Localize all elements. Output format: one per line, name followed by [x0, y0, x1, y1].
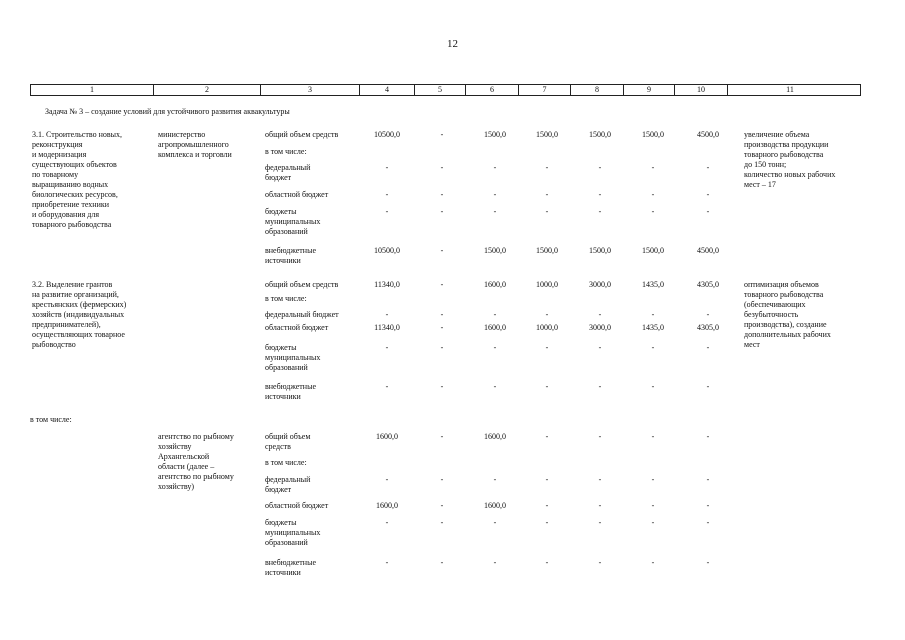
funding-source: общий объем средств	[265, 130, 339, 139]
amount-cell: -	[545, 501, 549, 510]
amount-cell: -	[545, 558, 549, 567]
amount-cell: -	[493, 475, 497, 484]
amount-cell: -	[598, 163, 602, 172]
column-header-1: 1	[31, 85, 154, 95]
amount-cell: -	[598, 432, 602, 441]
amount-cell: 11340,0	[374, 323, 400, 332]
column-header-4: 4	[360, 85, 415, 95]
amount-cell: -	[493, 558, 497, 567]
amount-cell: 3000,0	[589, 280, 611, 289]
amount-cell: -	[598, 310, 602, 319]
funding-source: внебюджетные источники	[265, 558, 316, 577]
amount-cell: 1600,0	[484, 501, 506, 510]
amount-cell: -	[545, 518, 549, 527]
amount-cell: -	[385, 190, 389, 199]
amount-cell: -	[651, 343, 655, 352]
amount-cell: 4305,0	[697, 280, 719, 289]
column-header-3: 3	[261, 85, 360, 95]
amount-cell: -	[440, 323, 444, 332]
amount-cell: -	[440, 310, 444, 319]
column-header-9: 9	[624, 85, 675, 95]
page-number: 12	[447, 38, 458, 50]
funding-source: бюджеты муниципальных образований	[265, 518, 321, 547]
amount-cell: -	[440, 501, 444, 510]
amount-cell: -	[440, 207, 444, 216]
amount-cell: -	[598, 190, 602, 199]
amount-cell: 4305,0	[697, 323, 719, 332]
amount-cell: -	[651, 190, 655, 199]
amount-cell: -	[598, 501, 602, 510]
amount-cell: 1500,0	[484, 246, 506, 255]
amount-cell: 1500,0	[589, 246, 611, 255]
amount-cell: 1600,0	[484, 323, 506, 332]
amount-cell: -	[651, 310, 655, 319]
amount-cell: -	[493, 207, 497, 216]
amount-cell: -	[598, 343, 602, 352]
column-header-6: 6	[466, 85, 519, 95]
amount-cell: -	[545, 382, 549, 391]
amount-cell: -	[385, 558, 389, 567]
amount-cell: -	[493, 382, 497, 391]
amount-cell: 1000,0	[536, 323, 558, 332]
amount-cell: 1500,0	[484, 130, 506, 139]
activity-name: 3.1. Строительство новых, реконструкция и модернизация существующих объектов по товарному выращиванию водных биологических ресурсов, приобретение техники и оборудования для товарного рыбоводства	[32, 130, 122, 229]
funding-source: в том числе:	[265, 147, 307, 156]
amount-cell: -	[545, 163, 549, 172]
amount-cell: 1600,0	[376, 432, 398, 441]
amount-cell: -	[545, 190, 549, 199]
amount-cell: -	[706, 382, 710, 391]
amount-cell: 1500,0	[589, 130, 611, 139]
amount-cell: 1435,0	[642, 323, 664, 332]
amount-cell: -	[545, 432, 549, 441]
amount-cell: -	[651, 163, 655, 172]
funding-source: внебюджетные источники	[265, 246, 316, 265]
amount-cell: -	[385, 382, 389, 391]
amount-cell: -	[440, 163, 444, 172]
funding-source: федеральный бюджет	[265, 163, 311, 182]
amount-cell: -	[706, 310, 710, 319]
funding-source: в том числе:	[265, 294, 307, 303]
amount-cell: 10500,0	[374, 246, 400, 255]
column-header-5: 5	[415, 85, 466, 95]
amount-cell: -	[598, 475, 602, 484]
amount-cell: -	[651, 518, 655, 527]
amount-cell: -	[651, 207, 655, 216]
amount-cell: -	[545, 475, 549, 484]
amount-cell: -	[493, 190, 497, 199]
funding-source: внебюджетные источники	[265, 382, 316, 401]
amount-cell: 1600,0	[484, 432, 506, 441]
expected-result: оптимизация объемов товарного рыбоводства (обеспечивающих безубыточность производства), создание дополнительных рабочих мест	[744, 280, 831, 349]
amount-cell: 1000,0	[536, 280, 558, 289]
amount-cell: 1600,0	[376, 501, 398, 510]
amount-cell: -	[706, 343, 710, 352]
column-header-2: 2	[154, 85, 261, 95]
amount-cell: -	[651, 501, 655, 510]
amount-cell: -	[598, 518, 602, 527]
amount-cell: -	[706, 518, 710, 527]
funding-source: общий объем средств	[265, 432, 311, 451]
funding-source: федеральный бюджет	[265, 475, 311, 494]
expected-result: увеличение объема производства продукции товарного рыбоводства до 150 тонн; количество новых рабочих мест – 17	[744, 130, 836, 189]
funding-source: областной бюджет	[265, 323, 329, 332]
activity-name: 3.2. Выделение грантов на развитие организаций, крестьянских (фермерских) хозяйств (индивидуальных предпринимателей), осуществляющих товарное рыбоводство	[32, 280, 127, 349]
amount-cell: -	[385, 310, 389, 319]
funding-source: бюджеты муниципальных образований	[265, 343, 321, 372]
amount-cell: 1500,0	[642, 246, 664, 255]
amount-cell: -	[598, 207, 602, 216]
funding-source: в том числе:	[265, 458, 307, 467]
amount-cell: -	[493, 310, 497, 319]
amount-cell: -	[651, 382, 655, 391]
funding-source: федеральный бюджет	[265, 310, 339, 319]
amount-cell: -	[706, 475, 710, 484]
amount-cell: 11340,0	[374, 280, 400, 289]
amount-cell: -	[440, 558, 444, 567]
amount-cell: -	[706, 501, 710, 510]
amount-cell: -	[493, 343, 497, 352]
amount-cell: 4500,0	[697, 130, 719, 139]
amount-cell: -	[440, 518, 444, 527]
amount-cell: -	[440, 432, 444, 441]
amount-cell: 1500,0	[642, 130, 664, 139]
amount-cell: -	[651, 475, 655, 484]
amount-cell: -	[545, 207, 549, 216]
amount-cell: -	[440, 246, 444, 255]
amount-cell: -	[706, 432, 710, 441]
amount-cell: -	[440, 475, 444, 484]
amount-cell: -	[385, 207, 389, 216]
executor-name: агентство по рыбному хозяйству Архангельской области (далее – агентство по рыбному хозяйству)	[158, 432, 234, 491]
amount-cell: 10500,0	[374, 130, 400, 139]
amount-cell: 3000,0	[589, 323, 611, 332]
amount-cell: -	[706, 190, 710, 199]
funding-source: общий объем средств	[265, 280, 339, 289]
amount-cell: -	[440, 190, 444, 199]
column-header-10: 10	[675, 85, 728, 95]
amount-cell: -	[385, 343, 389, 352]
amount-cell: -	[385, 518, 389, 527]
amount-cell: 1435,0	[642, 280, 664, 289]
amount-cell: -	[440, 382, 444, 391]
table-header	[30, 84, 861, 96]
column-header-8: 8	[571, 85, 624, 95]
amount-cell: -	[385, 163, 389, 172]
amount-cell: -	[440, 343, 444, 352]
column-header-7: 7	[519, 85, 571, 95]
amount-cell: 1500,0	[536, 246, 558, 255]
amount-cell: -	[440, 280, 444, 289]
amount-cell: -	[598, 558, 602, 567]
amount-cell: -	[598, 382, 602, 391]
amount-cell: -	[545, 310, 549, 319]
amount-cell: 4500,0	[697, 246, 719, 255]
amount-cell: -	[706, 207, 710, 216]
amount-cell: -	[651, 432, 655, 441]
amount-cell: -	[440, 130, 444, 139]
amount-cell: -	[493, 163, 497, 172]
funding-source: областной бюджет	[265, 501, 329, 510]
amount-cell: 1500,0	[536, 130, 558, 139]
amount-cell: -	[706, 558, 710, 567]
funding-source: бюджеты муниципальных образований	[265, 207, 321, 236]
amount-cell: -	[545, 343, 549, 352]
executor-name: министерство агропромышленного комплекса и торговли	[158, 130, 232, 159]
funding-source: областной бюджет	[265, 190, 329, 199]
task-title: Задача № 3 – создание условий для устойчивого развития аквакультуры	[45, 107, 290, 116]
amount-cell: -	[385, 475, 389, 484]
amount-cell: 1600,0	[484, 280, 506, 289]
column-header-11: 11	[786, 85, 794, 94]
in-that-number-label: в том числе:	[30, 415, 72, 424]
amount-cell: -	[493, 518, 497, 527]
amount-cell: -	[706, 163, 710, 172]
amount-cell: -	[651, 558, 655, 567]
